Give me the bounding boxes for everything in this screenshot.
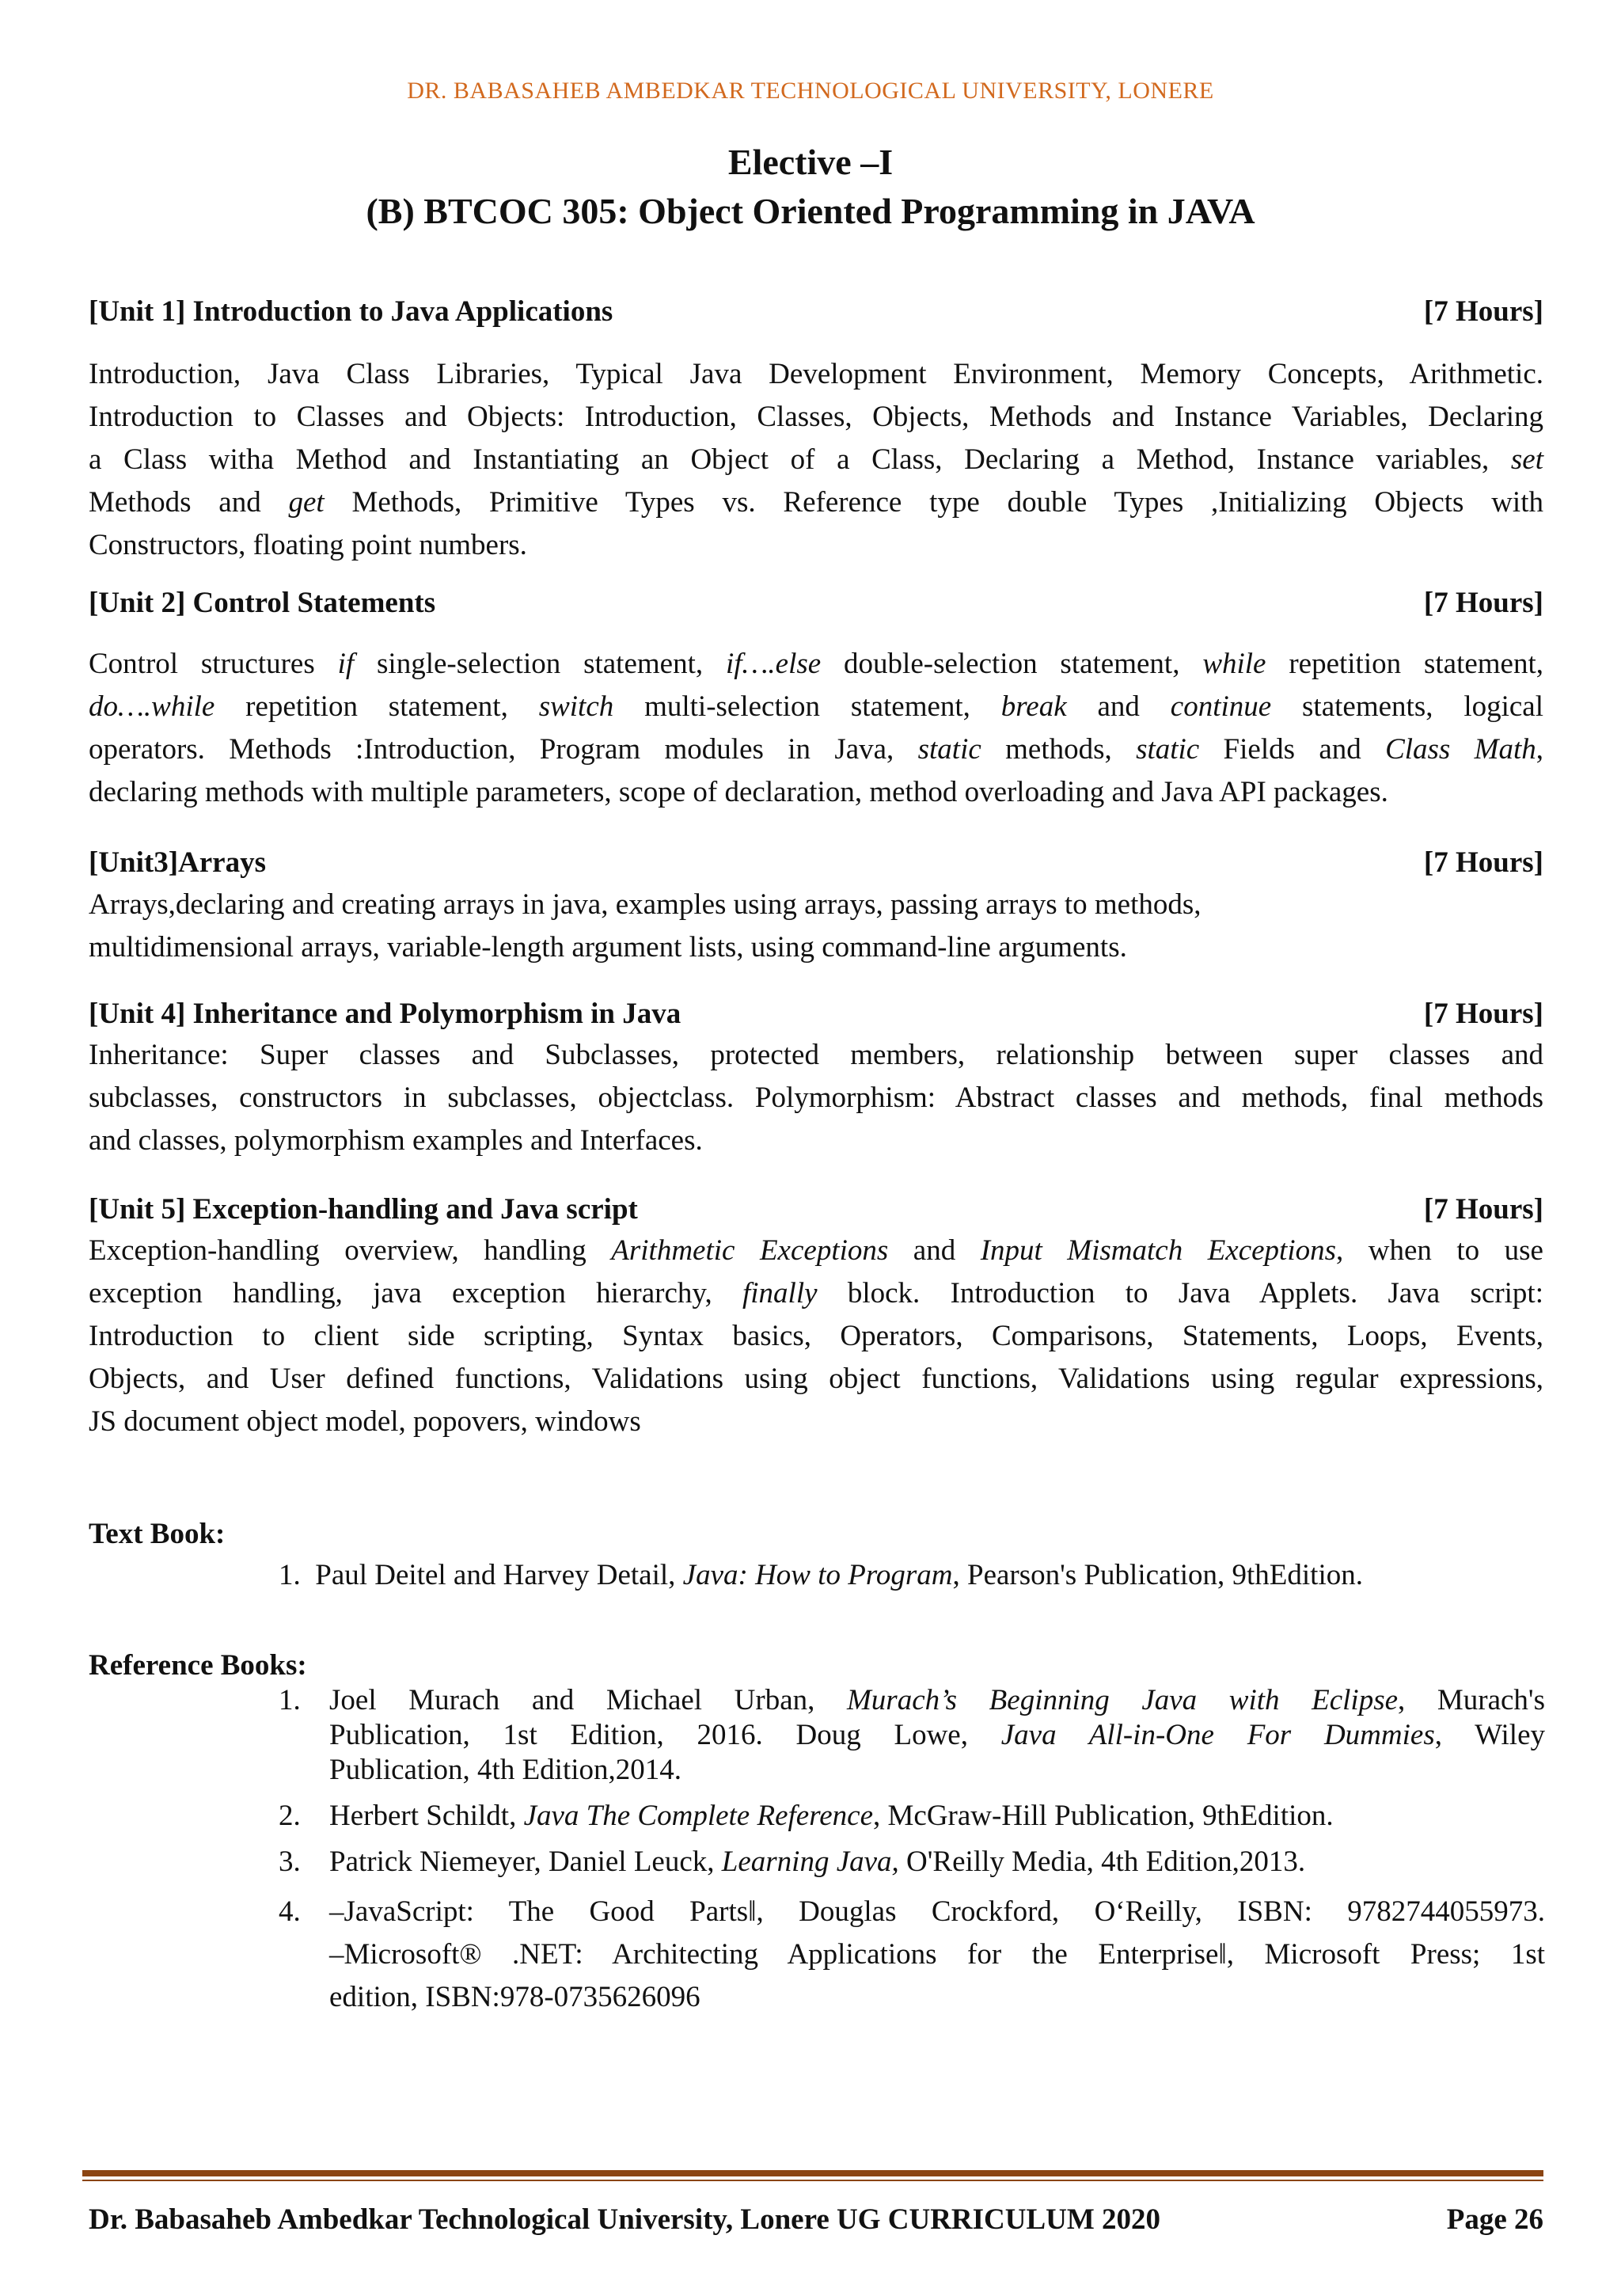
reference-books-list (279, 1683, 1545, 2030)
course-title: (B) BTCOC 305: Object Oriented Programming in JAVA (366, 191, 1255, 231)
unit-text-line: multidimensional arrays, variable-length argument lists, using command-line arguments. (89, 931, 1127, 964)
unit-hours: [7 Hours] (1423, 998, 1543, 1030)
list-number: 1. (279, 1684, 301, 1716)
unit-heading-text: [Unit3]Arrays (89, 846, 267, 879)
unit-text-line: Control structures if single-selection statement, if….else double-selection statement, while repetition statement, (89, 648, 1543, 680)
unit-text-line: Exception-handling overview, handling Arithmetic Exceptions and Input Mismatch Exceptions, when to use (89, 1234, 1543, 1267)
reference-item (279, 1891, 1545, 2019)
unit-1-heading (89, 295, 1543, 329)
reference-line: –Microsoft® .NET: Architecting Applications for the Enterprise‖, Microsoft Press; 1st (329, 1938, 1545, 1971)
reference-item (279, 1799, 1545, 1834)
reference-line: Publication, 1st Edition, 2016. Doug Lowe, Java All-in-One For Dummies, Wiley (329, 1719, 1546, 1751)
list-number: 3. (279, 1846, 301, 1878)
reference-line: edition, ISBN:978-0735626096 (329, 1981, 700, 2013)
reference-line: Patrick Niemeyer, Daniel Leuck, Learning Java, O'Reilly Media, 4th Edition,2013. (329, 1846, 1306, 1878)
unit-text-line: a Class witha Method and Instantiating an Object of a Class, Declaring a Method, Instance variables, set (89, 443, 1543, 476)
unit-text-line: Introduction, Java Class Libraries, Typical Java Development Environment, Memory Concepts, Arithmetic. (89, 358, 1543, 390)
reference-item (279, 1845, 1545, 1880)
unit-heading-text: [Unit 5] Exception-handling and Java script (89, 1193, 638, 1226)
unit-heading-text: [Unit 2] Control Statements (89, 587, 436, 619)
unit-text-line: declaring methods with multiple parameters, scope of declaration, method overloading and Java API packages. (89, 776, 1388, 808)
page-number: Page 26 (1446, 2203, 1543, 2236)
unit-text-line: Objects, and User defined functions, Validations using object functions, Validations using regular expressions, (89, 1363, 1543, 1395)
unit-text-line: Arrays,declaring and creating arrays in java, examples using arrays, passing arrays to methods, (89, 888, 1202, 921)
unit-text-line: and classes, polymorphism examples and Interfaces. (89, 1124, 703, 1157)
unit-5-heading (89, 1192, 1543, 1226)
unit-text-line: subclasses, constructors in subclasses, objectclass. Polymorphism: Abstract classes and methods, final methods (89, 1081, 1543, 1114)
text-book-item (279, 1558, 1545, 1592)
reference-line: Herbert Schildt, Java The Complete Reference, McGraw-Hill Publication, 9thEdition. (329, 1800, 1334, 1832)
unit-2-heading (89, 586, 1543, 620)
unit-3-heading (89, 846, 1543, 880)
unit-4-heading (89, 997, 1543, 1031)
footer-rule-thin (82, 2180, 1543, 2181)
unit-4-body (89, 1034, 1543, 1162)
unit-text-line: do….while repetition statement, switch multi-selection statement, break and continue statements, logical (89, 690, 1543, 723)
unit-hours: [7 Hours] (1423, 295, 1543, 328)
unit-text-line: JS document object model, popovers, windows (89, 1405, 641, 1438)
unit-text-line: Methods and get Methods, Primitive Types vs. Reference type double Types ,Initializing Objects with (89, 486, 1543, 519)
text-book-label: Text Book: (89, 1518, 226, 1550)
unit-text-line: Inheritance: Super classes and Subclasses, protected members, relationship between super classes and (89, 1039, 1543, 1071)
text-book-entry: Paul Deitel and Harvey Detail, Java: How to Program, Pearson's Publication, 9thEdition. (315, 1559, 1363, 1591)
unit-heading-text: [Unit 1] Introduction to Java Applications (89, 295, 613, 328)
unit-hours: [7 Hours] (1423, 846, 1543, 879)
unit-text-line: Introduction to client side scripting, Syntax basics, Operators, Comparisons, Statements, Loops, Events, (89, 1320, 1543, 1352)
unit-text-line: operators. Methods :Introduction, Program modules in Java, static methods, static Fields and Class Math, (89, 733, 1543, 766)
footer-rule (82, 2170, 1543, 2176)
reference-line: Publication, 4th Edition,2014. (329, 1754, 682, 1786)
list-number: 4. (279, 1895, 301, 1928)
unit-heading-text: [Unit 4] Inheritance and Polymorphism in Java (89, 998, 681, 1030)
reference-books-label: Reference Books: (89, 1649, 307, 1682)
unit-text-line: Constructors, floating point numbers. (89, 529, 527, 561)
unit-text-line: exception handling, java exception hierarchy, finally block. Introduction to Java Applets. Java script: (89, 1277, 1543, 1310)
unit-3-body (89, 884, 1543, 969)
reference-line: –JavaScript: The Good Parts‖, Douglas Crockford, O‘Reilly, ISBN: 9782744055973. (329, 1895, 1545, 1928)
unit-hours: [7 Hours] (1423, 587, 1543, 619)
elective-title: Elective –I (727, 142, 894, 182)
list-number: 1. (279, 1559, 301, 1591)
unit-1-body (89, 353, 1543, 567)
list-number: 2. (279, 1800, 301, 1832)
reference-item (279, 1683, 1545, 1788)
university-header: DR. BABASAHEB AMBEDKAR TECHNOLOGICAL UNIVERSITY, LONERE (407, 78, 1214, 104)
unit-text-line: Introduction to Classes and Objects: Introduction, Classes, Objects, Methods and Instance Variables, Declaring (89, 401, 1543, 433)
unit-2-body (89, 643, 1543, 814)
footer-university: Dr. Babasaheb Ambedkar Technological University, Lonere UG CURRICULUM 2020 (89, 2203, 1161, 2236)
unit-5-body (89, 1230, 1543, 1443)
unit-hours: [7 Hours] (1423, 1193, 1543, 1226)
reference-line: Joel Murach and Michael Urban, Murach’s Beginning Java with Eclipse, Murach's (329, 1684, 1545, 1716)
page-footer (89, 2203, 1543, 2237)
